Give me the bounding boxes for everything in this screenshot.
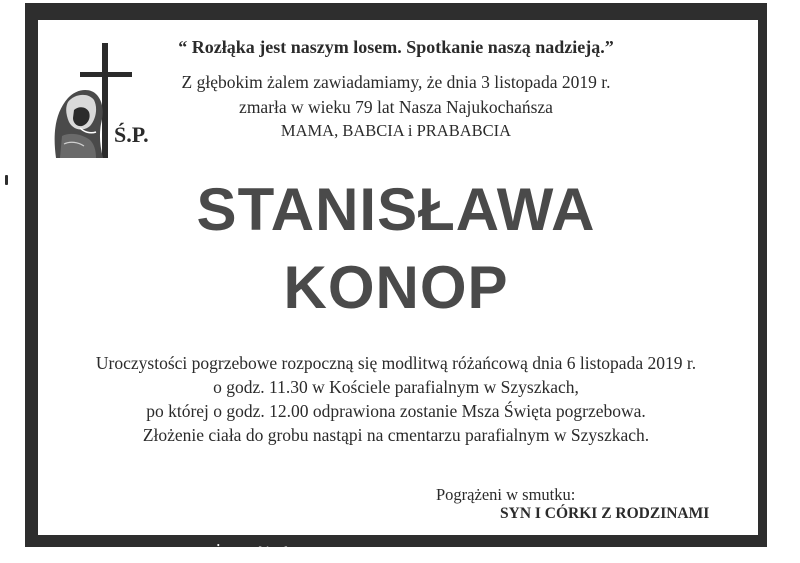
- printer-contact: R.Żurawski tel. 23 672 14 88, 662 198 820: [200, 544, 451, 559]
- announcement-line: zmarła w wieku 79 lat Nasza Najukochańsza: [239, 97, 553, 117]
- ceremony-line: po której o godz. 12.00 odprawiona zostanie Msza Święta pogrzebowa.: [146, 401, 646, 421]
- relationship-line: MAMA, BABCIA i PRABABCIA: [280, 121, 512, 140]
- sp-label: Ś.P.: [114, 122, 149, 147]
- deceased-first-name: STANISŁAWA: [196, 176, 596, 243]
- motto-quote: “ Rozłąka jest naszym losem. Spotkanie naszą nadzieją.”: [178, 37, 614, 57]
- scan-edge-mark: [5, 175, 8, 185]
- mourning-family: SYN I CÓRKI Z RODZINAMI: [500, 505, 710, 522]
- deceased-last-name: KONOP: [283, 254, 509, 321]
- announcement-line: Z głębokim żalem zawiadamiamy, że dnia 3 listopada 2019 r.: [181, 72, 611, 92]
- ceremony-line: o godz. 11.30 w Kościele parafialnym w Szyszkach,: [213, 377, 579, 397]
- ceremony-line: Uroczystości pogrzebowe rozpoczną się modlitwą różańcową dnia 6 listopada 2019 r.: [95, 353, 697, 373]
- mourning-label: Pogrążeni w smutku:: [436, 485, 576, 504]
- ceremony-line: Złożenie ciała do grobu nastąpi na cmentarzu parafialnym w Szyszkach.: [142, 425, 650, 445]
- printer-name: DRUK: Z.U.P. "HADES": [30, 544, 183, 559]
- printer-footer: [30, 544, 450, 560]
